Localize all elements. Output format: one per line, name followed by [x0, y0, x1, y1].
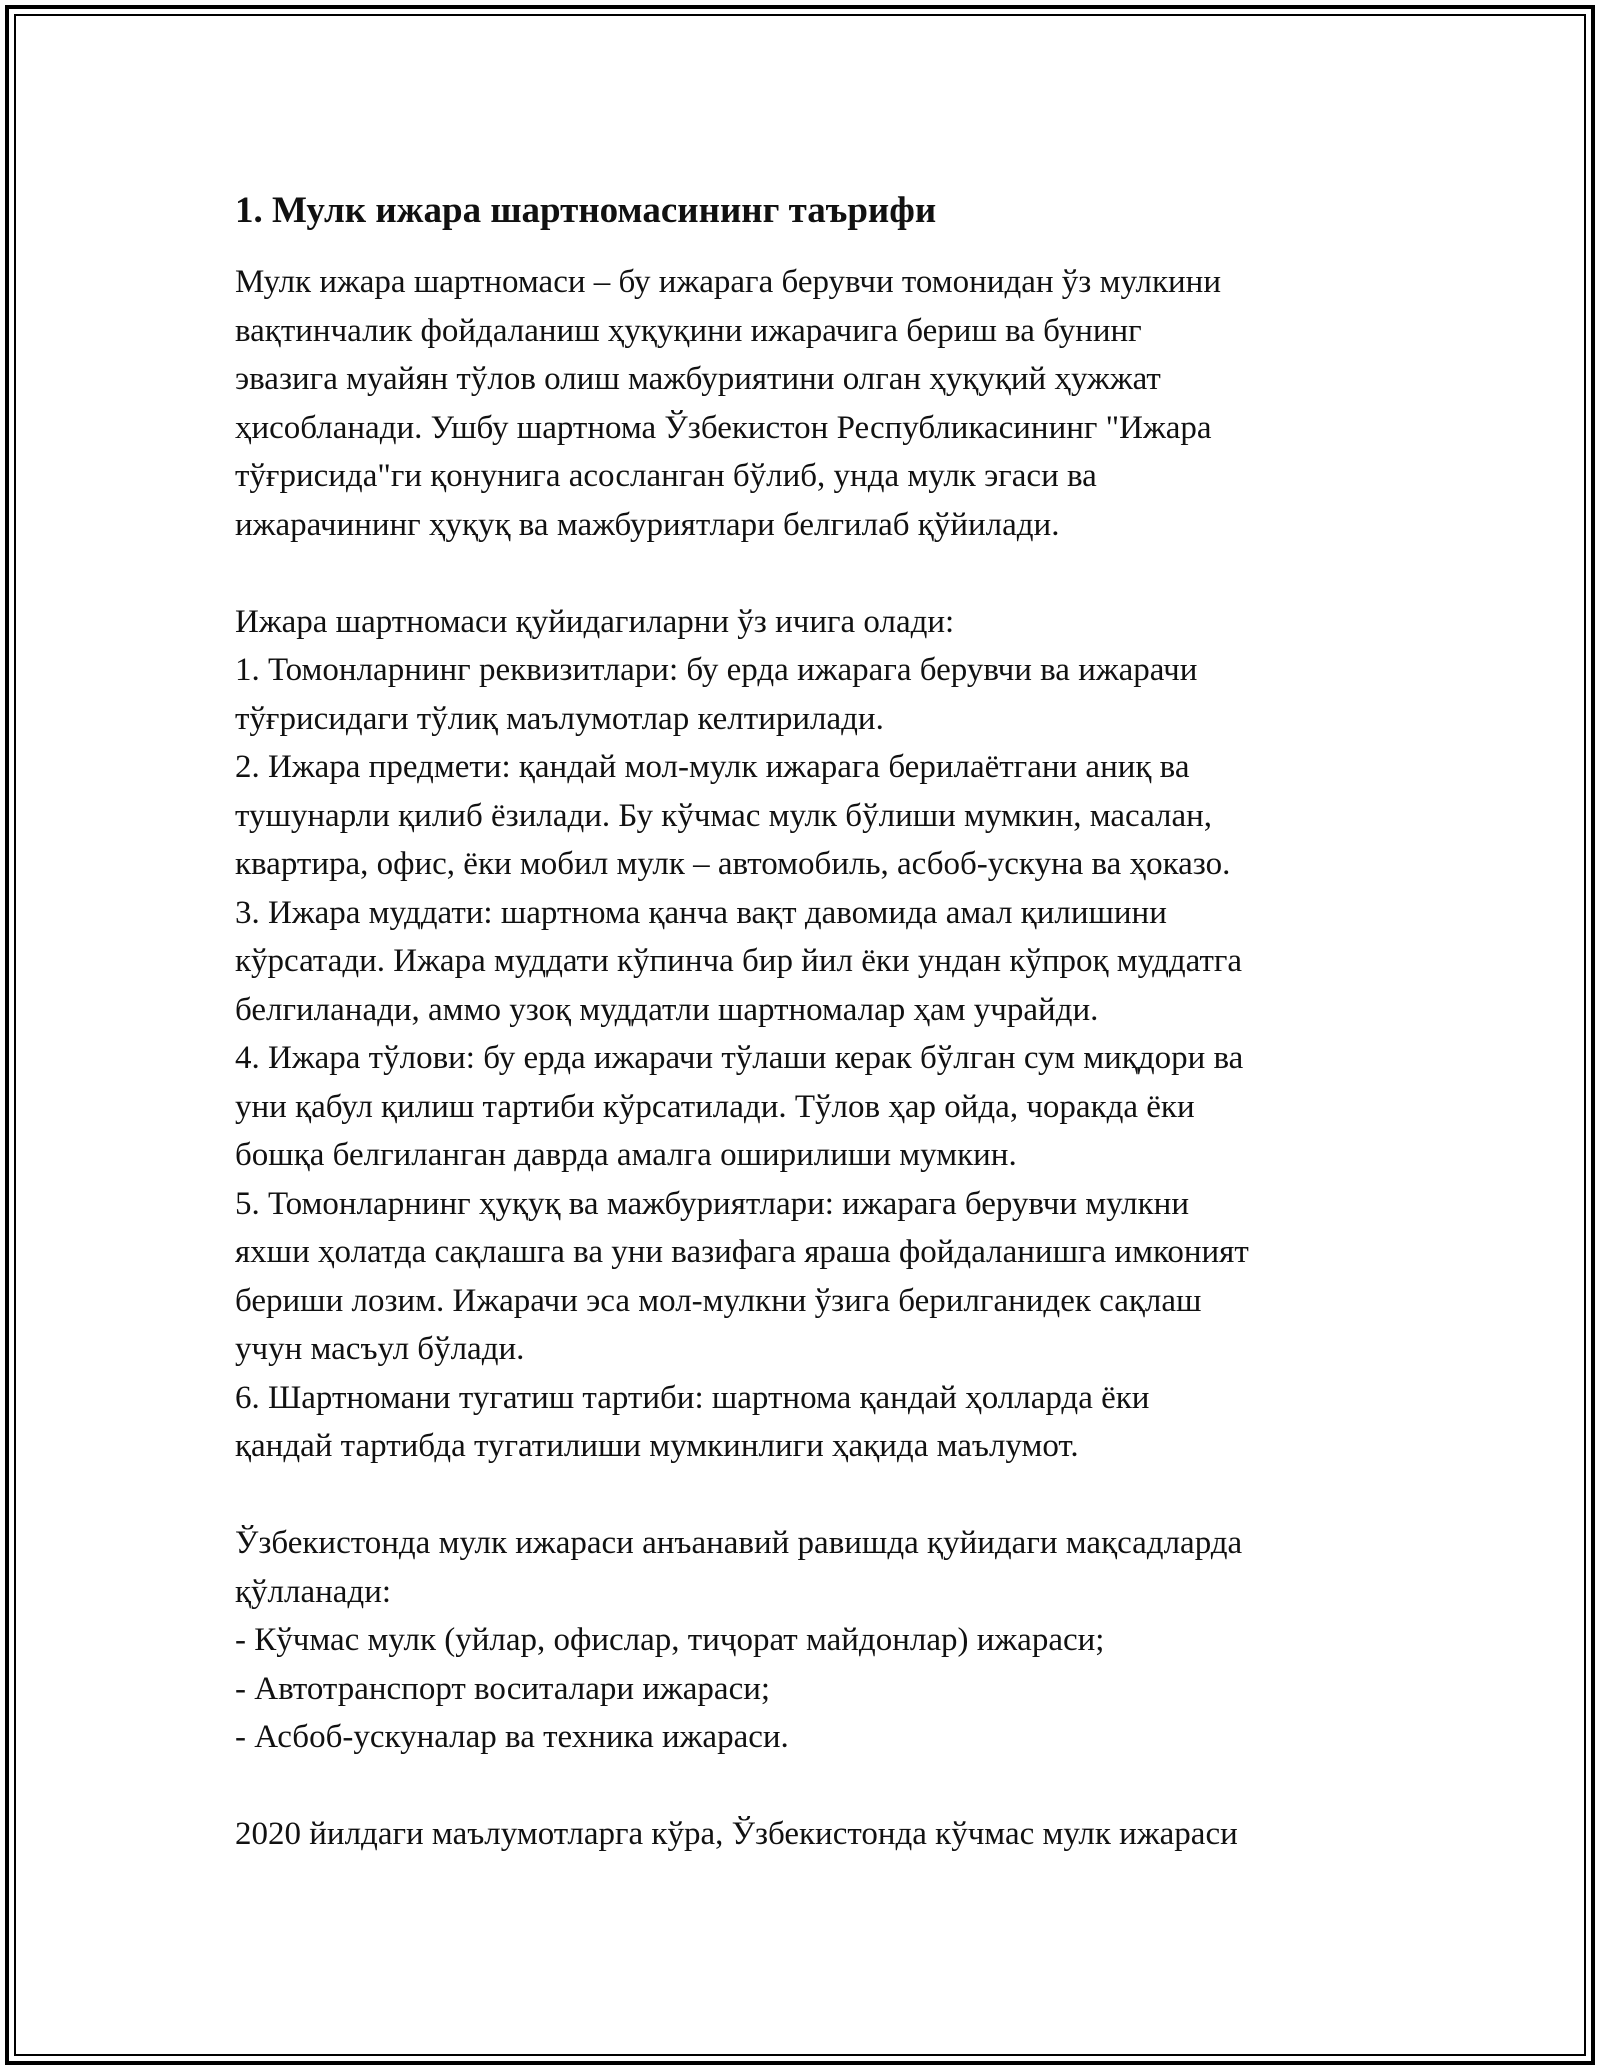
- paragraph-spacer: [235, 1762, 1375, 1811]
- section-heading: 1. Мулк ижара шартномасининг таърифи: [235, 190, 937, 231]
- statistics-paragraph: 2020 йилдаги маълумотларга кўра, Ўзбекистонда кўчмас мулк ижараси: [235, 1816, 1238, 1852]
- paragraph-spacer: [235, 549, 1375, 598]
- definition-paragraph: Мулк ижара шартномаси – бу ижарага берувчи томонидан ўз мулкини вақтинчалик фойдаланиш ҳуқуқини ижарачига бериш ва бунинг эвазига муайян тўлов олиш мажбуриятини олган ҳуқуқий ҳужжат ҳисобланади. Ушбу шартнома Ўзбекистон Республикасининг "Ижара тўғрисида"ги қонунига асосланган бўлиб, унда мулк эгаси ва ижарачининг ҳуқуқ ва мажбуриятлари белгилаб қўйилади.: [235, 264, 1221, 543]
- usage-purposes-list: Ўзбекистонда мулк ижараси анъанавий равишда қуйидаги мақсадларда қўлланади: - Кўчмас мулк (уйлар, офислар, тиҷорат майдонлар) ижараси; - Автотранспорт воситалари ижараси; - Асбоб-ускуналар ва техника ижараси.: [235, 1525, 1243, 1755]
- contract-contents-list: Ижара шартномаси қуйидагиларни ўз ичига олади: 1. Томонларнинг реквизитлари: бу ерда ижарага берувчи ва ижарачи тўғрисидаги тўлиқ маълумотлар келтирилади. 2. Ижара предмети: қандай мол-мулк ижарага берилаётгани аниқ ва тушунарли қилиб ёзилади. Бу кўчмас мулк бўлиши мумкин, масалан, квартира, офис, ёки мобил мулк – автомобиль, асбоб-ускуна ва ҳоказо. 3. Ижара муддати: шартнома қанча вақт давомида амал қилишини кўрсатади. Ижара муддати кўпинча бир йил ёки ундан кўпроқ муддатга белгиланади, аммо узоқ муддатли шартномалар ҳам учрайди. 4. Ижара тўлови: бу ерда ижарачи тўлаши керак бўлган сум миқдори ва уни қабул қилиш тартиби кўрсатилади. Тўлов ҳар ойда, чоракда ёки бошқа белгиланган даврда амалга оширилиши мумкин. 5. Томонларнинг ҳуқуқ ва мажбуриятлари: ижарага берувчи мулкни яхши ҳолатда сақлашга ва уни вазифага яраша фойдаланишга имконият бериши лозим. Ижарачи эса мол-мулкни ўзига берилганидек сақлаш учун масъул бўлади. 6. Шартномани тугатиш тартиби: шартнома қандай ҳолларда ёки қандай тартибда тугатилиши мумкинлиги ҳақида маълумот.: [235, 603, 1249, 1464]
- paragraph-spacer: [235, 1471, 1375, 1520]
- document-body: [235, 186, 1375, 1859]
